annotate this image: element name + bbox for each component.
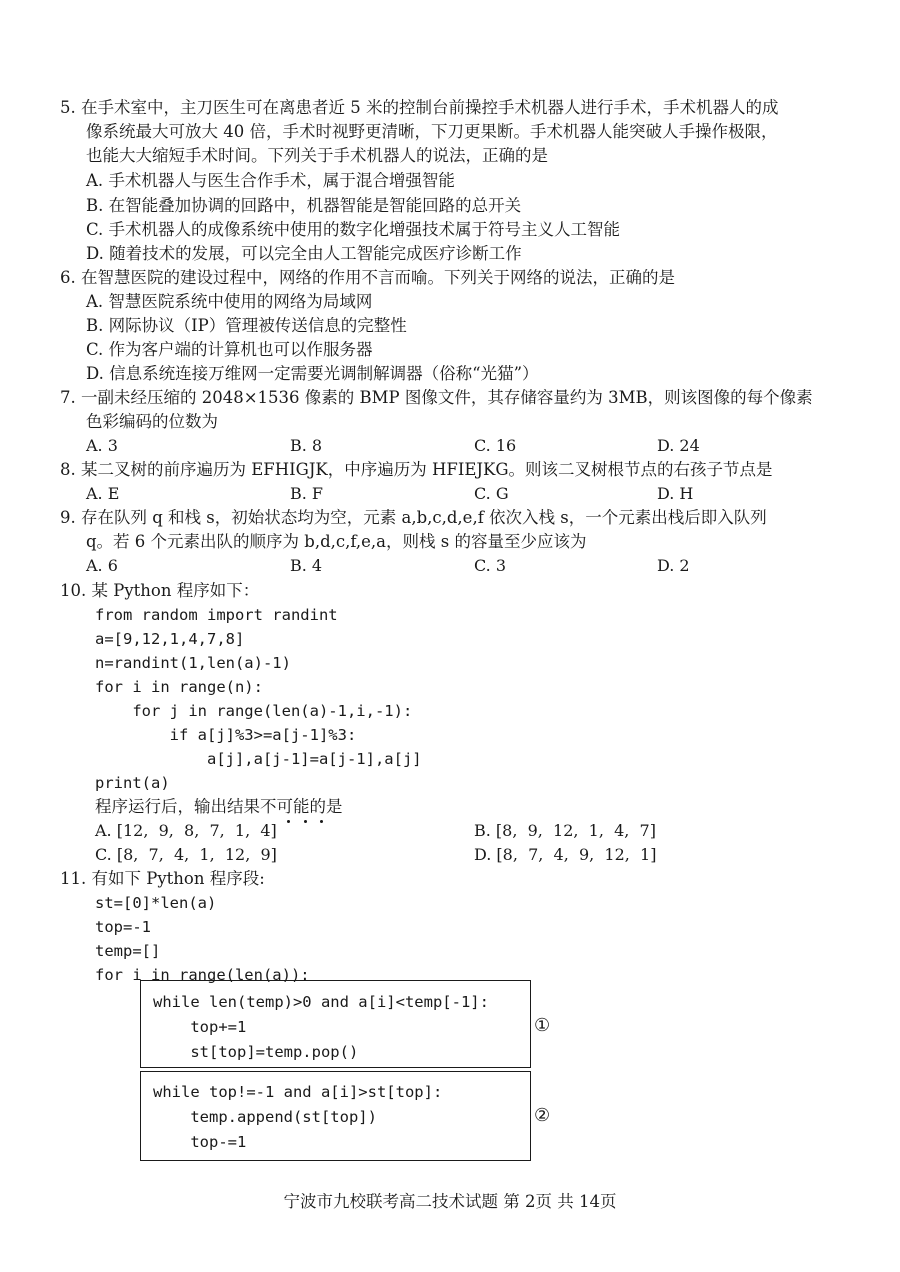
q9-option-a: A. 6 [86, 556, 118, 575]
q9-stem-line-1: 9. 存在队列 q 和栈 s，初始状态均为空，元素 a,b,c,d,e,f 依次入栈 s，一个元素出栈后即入队列 [60, 508, 767, 527]
q5-stem-line-3: 也能大大缩短手术时间。下列关于手术机器人的说法，正确的是 [86, 146, 548, 165]
emphasis-dot [287, 820, 290, 823]
q6-stem: 6. 在智慧医院的建设过程中，网络的作用不言而喻。下列关于网络的说法，正确的是 [60, 268, 675, 287]
box2-code-line: top-=1 [153, 1133, 247, 1151]
q6-option-a: A. 智慧医院系统中使用的网络为局域网 [86, 292, 373, 311]
q10-option-d: D. [8, 7, 4, 9, 12, 1] [474, 845, 657, 864]
q8-stem: 8. 某二叉树的前序遍历为 EFHIGJK，中序遍历为 HFIEJKG。则该二叉树根节点的右孩子节点是 [60, 460, 773, 479]
q7-option-d: D. 24 [657, 436, 700, 455]
box1-code-line: top+=1 [153, 1018, 247, 1036]
q10-code-line: if a[j]%3>=a[j-1]%3: [95, 726, 357, 744]
q8-option-c: C. G [474, 484, 509, 503]
q5-stem-line-2: 像系统最大可放大 40 倍，手术时视野更清晰，下刀更果断。手术机器人能突破人手操作极限， [86, 122, 778, 141]
q6-option-b: B. 网际协议（IP）管理被传送信息的完整性 [86, 316, 407, 335]
q6-option-c: C. 作为客户端的计算机也可以作服务器 [86, 340, 373, 359]
q10-code-line: for i in range(n): [95, 678, 263, 696]
q5-option-a: A. 手术机器人与医生合作手术，属于混合增强智能 [86, 171, 455, 190]
q5-option-c: C. 手术机器人的成像系统中使用的数字化增强技术属于符号主义人工智能 [86, 220, 621, 239]
box2-number-mark: ② [534, 1105, 551, 1126]
q7-stem-line-2: 色彩编码的位数为 [86, 412, 218, 431]
box2-code-line: temp.append(st[top]) [153, 1108, 377, 1126]
q7-option-a: A. 3 [86, 436, 118, 455]
q8-option-b: B. F [290, 484, 324, 503]
q9-option-c: C. 3 [474, 556, 507, 575]
q11-code-line: top=-1 [95, 918, 151, 936]
q5-option-b: B. 在智能叠加协调的回路中，机器智能是智能回路的总开关 [86, 196, 522, 215]
q10-option-c: C. [8, 7, 4, 1, 12, 9] [95, 845, 277, 864]
q10-code-line: a[j],a[j-1]=a[j-1],a[j] [95, 750, 422, 768]
q8-option-a: A. E [86, 484, 120, 503]
q11-code-line: st=[0]*len(a) [95, 894, 217, 912]
box1-code-line: while len(temp)>0 and a[i]<temp[-1]: [153, 993, 489, 1011]
q10-code-line: n=randint(1,len(a)-1) [95, 654, 291, 672]
box1-code-line: st[top]=temp.pop() [153, 1043, 359, 1061]
q11-code-line: for i in range(len(a)): [95, 966, 310, 984]
q9-option-b: B. 4 [290, 556, 323, 575]
q10-code-line: for j in range(len(a)-1,i,-1): [95, 702, 413, 720]
q10-option-b: B. [8, 9, 12, 1, 4, 7] [474, 821, 656, 840]
q10-code-line: from random import randint [95, 606, 338, 624]
q5-option-d: D. 随着技术的发展，可以完全由人工智能完成医疗诊断工作 [86, 244, 522, 263]
emphasis-dot [304, 820, 307, 823]
q10-question: 程序运行后，输出结果不可能的是 [95, 797, 343, 816]
q7-option-c: C. 16 [474, 436, 517, 455]
q8-option-d: D. H [657, 484, 694, 503]
emphasis-dot [320, 820, 323, 823]
q11-stem: 11. 有如下 Python 程序段: [60, 869, 265, 888]
q7-option-b: B. 8 [290, 436, 323, 455]
box1-number-mark: ① [534, 1015, 551, 1036]
q9-option-d: D. 2 [657, 556, 690, 575]
q10-stem: 10. 某 Python 程序如下： [60, 581, 260, 600]
q10-option-a: A. [12, 9, 8, 7, 1, 4] [95, 821, 277, 840]
q9-stem-line-2: q。若 6 个元素出队的顺序为 b,d,c,f,e,a，则栈 s 的容量至少应该为 [86, 532, 587, 551]
q10-code-line: a=[9,12,1,4,7,8] [95, 630, 245, 648]
q6-option-d: D. 信息系统连接万维网一定需要光调制解调器（俗称“光猫”） [86, 364, 539, 383]
q11-code-line: temp=[] [95, 942, 161, 960]
page-footer: 宁波市九校联考高二技术试题 第 2页 共 14页 [283, 1192, 617, 1211]
box2-code-line: while top!=-1 and a[i]>st[top]: [153, 1083, 443, 1101]
q10-code-line: print(a) [95, 774, 170, 792]
q5-stem-line-1: 5. 在手术室中，主刀医生可在离患者近 5 米的控制台前操控手术机器人进行手术，手术机器人的成 [60, 98, 779, 117]
q7-stem-line-1: 7. 一副未经压缩的 2048×1536 像素的 BMP 图像文件，其存储容量约为 3MB，则该图像的每个像素 [60, 388, 813, 407]
